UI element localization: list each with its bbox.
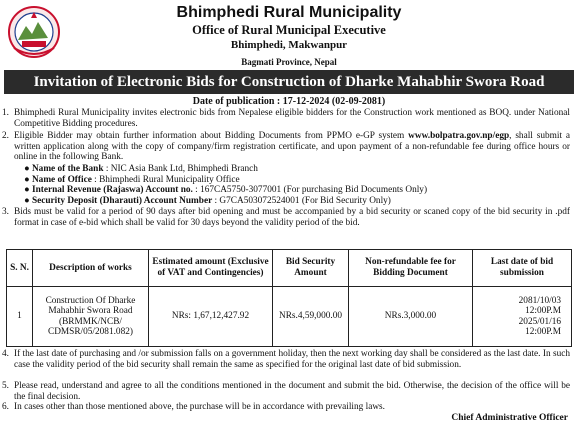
paragraph-number: 6. [2, 402, 9, 412]
bank-details [24, 164, 564, 206]
paragraph-number: 5. [2, 381, 9, 391]
paragraph-number: 4. [2, 349, 9, 359]
cell-last-date [473, 287, 572, 347]
revenue-account-label: Internal Revenue (Rajaswa) Account no. [31, 185, 193, 196]
bank-name-value: : NIC Asia Bank Ltd, Bhimphedi Branch [103, 164, 258, 174]
cell-security: NRs.4,59,000.00 [273, 287, 349, 347]
publication-date: Date of publication : 17-12-2024 (02-09-2081) [192, 96, 386, 107]
province-text: Bagmati Province, Nepal [241, 57, 337, 67]
office-name-value: : Bhimphedi Rural Municipality Office [91, 174, 240, 185]
col-header-security: Bid Security Amount [273, 250, 349, 287]
col-header-fee: Non-refundable fee for Bidding Document [349, 250, 473, 287]
table-row [7, 287, 572, 347]
revenue-account-row: ● Internal Revenue (Rajaswa) Account no. : 167CA5750-3077001 (For purchasing Bid Documents Only) [24, 185, 428, 196]
office-title: Office of Rural Municipal Executive [192, 23, 386, 37]
table-header-row [7, 250, 572, 287]
office-name-label: Name of Office [31, 174, 92, 185]
cell-sn: 1 [7, 287, 33, 347]
paragraph-number: 1. [2, 108, 9, 118]
revenue-account-value: : 167CA5750-3077001 (For purchasing Bid Documents Only) [192, 185, 428, 196]
security-account-value: : G7CA503072524001 (For Bid Security Only) [212, 195, 391, 206]
signature-title: Chief Administrative Officer [451, 413, 568, 423]
cell-fee: NRs.3,000.00 [349, 287, 473, 347]
paragraph-text: Please read, understand and agree to all the conditions mentioned in the document and submit the bid. Otherwise, the decision of the office will be the final decision. [14, 381, 570, 402]
security-account-row: ● Security Deposit (Dharauti) Account Number : G7CA503072524001 (For Bid Security Only) [24, 195, 391, 206]
paragraph-text: Eligible Bidder may obtain further information about Bidding Documents from PPMO e-GP system [14, 131, 409, 141]
bank-name-row: ● Name of the Bank : NIC Asia Bank Ltd, Bhimphedi Branch [24, 164, 258, 174]
paragraph-text: If the last date of purchasing and /or submission falls on a government holiday, then the next working day shall be considered as the last date. In such case the validity period of the bid security shall remain the same as specified for the original last date of bid submission. [14, 349, 570, 370]
paragraph-2 [2, 131, 571, 163]
paragraph-3 [2, 207, 570, 228]
paragraph-text: Bids must be valid for a period of 90 days after bid opening and must be accompanied by a bid security or scaned copy of the bid security in .pdf format in case of e-bid which shall be valid for 30 days beyond the validity period of the bid. [14, 207, 570, 228]
paragraph-text: , shall submit a written application along with the copy of company/firm registration certificate, and upon payment of a non-refundable fee during office hours or online in the following Bank. [14, 131, 571, 163]
egp-link[interactable]: www.bolpatra.gov.np/egp [408, 131, 510, 141]
paragraph-number: 3. [2, 207, 9, 217]
notice-banner-title: Invitation of Electronic Bids for Construction of Dharke Mahabhir Swora Road [4, 70, 574, 94]
paragraph-number: 2. [2, 131, 9, 141]
cell-description: Construction Of Dharke Mahabhir Swora Road (BRMMK/NCB/ CDMSR/05/2081.082) [33, 287, 149, 347]
col-header-sn: S. N. [7, 250, 33, 287]
last-date-2: 2025/01/16 [518, 316, 561, 327]
col-header-last-date: Last date of bid submission [473, 250, 572, 287]
paragraph-text: In cases other than those mentioned above, the purchase will be in accordance with prevailing laws. [14, 402, 385, 412]
cell-estimate: NRs: 1,67,12,427.92 [149, 287, 273, 347]
bid-table [6, 249, 572, 347]
paragraph-5 [2, 381, 570, 402]
paragraph-1 [2, 108, 570, 129]
paragraph-4 [2, 349, 570, 370]
office-name-row: ● Name of Office : Bhimphedi Rural Municipality Office [24, 174, 240, 185]
location-text: Bhimphedi, Makwanpur [230, 39, 348, 51]
bank-name-label: Name of the Bank [31, 164, 104, 174]
last-time-1: 12:00P.M [525, 306, 561, 316]
col-header-description: Description of works [33, 250, 149, 287]
paragraph-text: Bhimphedi Rural Municipality invites electronic bids from Nepalese eligible bidders for the Construction work mentioned as BOQ. under National Competitive Bidding procedures. [14, 108, 570, 129]
municipality-title: Bhimphedi Rural Municipality [176, 4, 402, 21]
paragraph-6 [2, 402, 570, 413]
col-header-estimate: Estimated amount (Exclusive of VAT and Contingencies) [149, 250, 273, 287]
last-time-2: 12:00P.M [525, 327, 561, 337]
last-date-1: 2081/10/03 [518, 295, 561, 306]
security-account-label: Security Deposit (Dharauti) Account Number [31, 195, 213, 206]
